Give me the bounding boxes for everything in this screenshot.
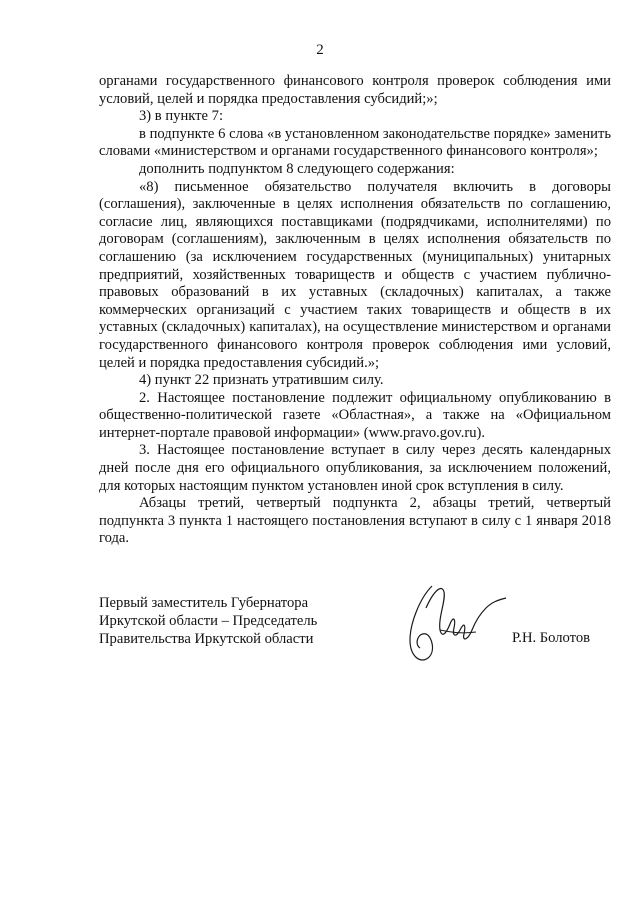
- page-number: 2: [316, 42, 324, 58]
- paragraph: органами государственного финансового контроля проверок соблюдения ими условий, целей и порядка предоставления субсидий;»;: [99, 73, 611, 107]
- signatory-name: Р.Н. Болотов: [512, 630, 591, 646]
- signatory-position-line: Правительства Иркутской области: [99, 630, 314, 647]
- paragraph: дополнить подпунктом 8 следующего содержания:: [139, 160, 455, 177]
- signatory-position-line: Иркутской области – Председатель: [99, 612, 318, 629]
- signatory-position-line: Первый заместитель Губернатора: [99, 595, 309, 611]
- paragraph: Абзацы третий, четвертый подпункта 2, абзацы третий, четвертый подпункта 3 пункта 1 настоящего постановления вступают в силу с 1 января 2018 года.: [99, 495, 611, 547]
- paragraph: 2. Настоящее постановление подлежит официальному опубликованию в общественно-политической газете «Областная», а также на «Официальном интернет-портале правовой информации» (www.pravo.gov.ru).: [99, 389, 611, 441]
- paragraph: в подпункте 6 слова «в установленном законодательстве порядке» заменить словами «министерством и органами государственного финансового контроля»;: [99, 125, 611, 160]
- paragraph: «8) письменное обязательство получателя включить в договоры (соглашения), заключенные в целях исполнения обязательств по соглашению, согласие лиц, являющихся поставщиками (подрядчиками, исполнителями) по договорам (соглашениям), заключенным в целях исполнения обязательств по соглашению (за исключением государственных (муниципальных) унитарных предприятий, хозяйственных товариществ и обществ с участием публично-правовых образований в их уставных (складочных) капиталах, а также коммерческих организаций с участием таких товариществ и обществ в их уставных (складочных) капиталах), на осуществление министерством и органами государственного финансового контроля проверок соблюдения ими условий, целей и порядка предоставления субсидий.»;: [99, 178, 611, 371]
- paragraph: 4) пункт 22 признать утратившим силу.: [139, 372, 384, 389]
- paragraph: 3) в пункте 7:: [139, 108, 224, 125]
- document-body: [99, 73, 611, 548]
- signatory-position: [99, 595, 339, 648]
- handwritten-signature: [380, 578, 510, 673]
- paragraph: 3. Настоящее постановление вступает в силу через десять календарных дней после дня его официального опубликования, за исключением положений, для которых настоящим пунктом установлен иной срок вступления в силу.: [99, 442, 611, 494]
